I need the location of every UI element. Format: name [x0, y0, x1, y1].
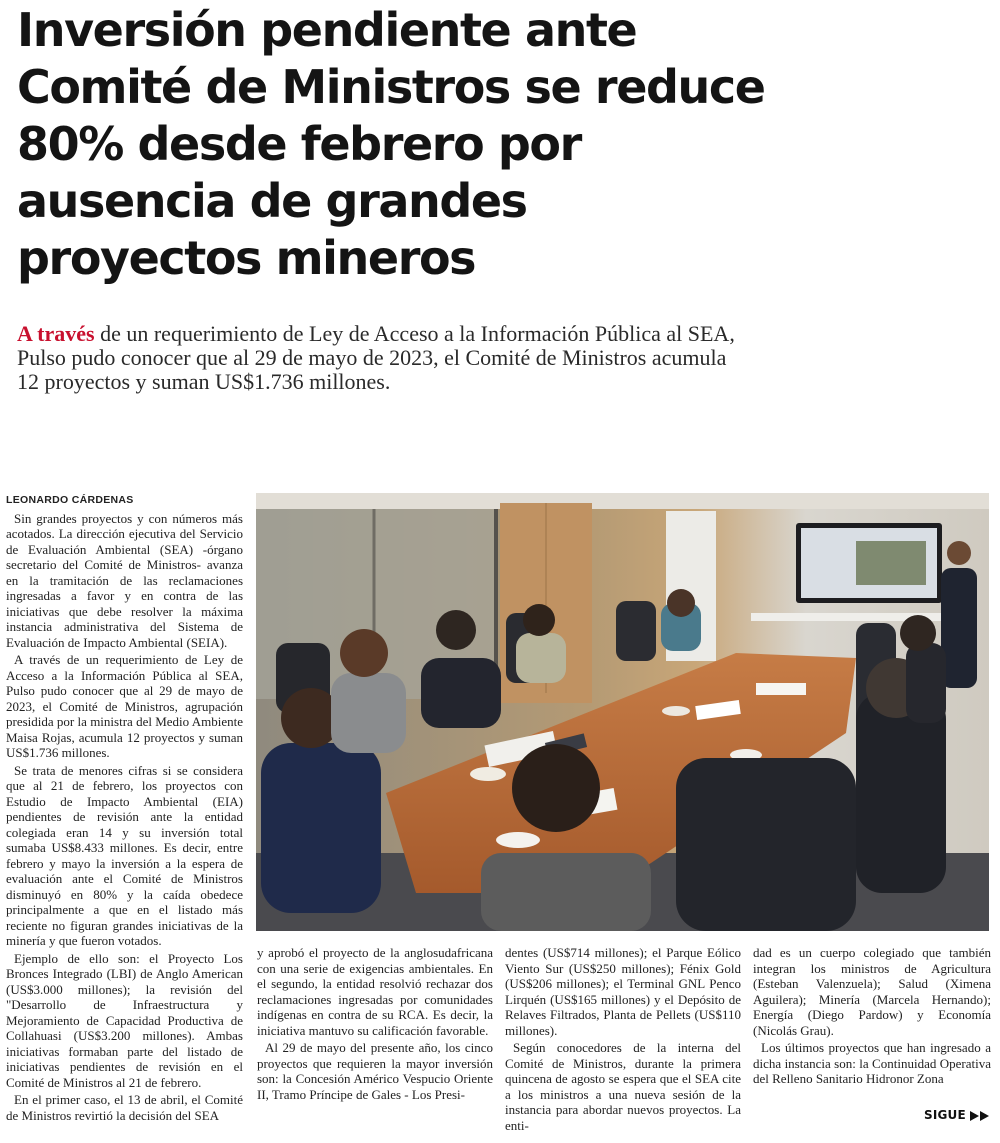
continued-marker	[924, 1108, 990, 1122]
meeting-photo	[256, 493, 989, 931]
continued-label: SIGUE	[924, 1108, 966, 1122]
double-arrow-right-icon	[970, 1111, 990, 1121]
paragraph: Al 29 de mayo del presente año, los cinco proyectos que requieren la mayor inversión son: la Concesión Américo Vespucio Oriente II, Tramo Príncipe de Gales - Los Presi-	[257, 1040, 493, 1102]
foreground-chair	[676, 758, 856, 931]
paragraph: En el primer caso, el 13 de abril, el Comité de Ministros revirtió la decisión del SEA	[6, 1092, 243, 1123]
paragraph: y aprobó el proyecto de la anglosudafricana con una serie de exigencias ambientales. En el segundo, la entidad resolvió rechazar dos reclamaciones ingresadas por comunidades indígenas en contra de su RCA. Es decir, la iniciativa mantuvo su calificación favorable.	[257, 945, 493, 1038]
paragraph: Los últimos proyectos que han ingresado a dicha instancia son: la Continuidad Operativa del Relleno Sanitario Hidronor Zona	[753, 1040, 991, 1086]
paragraph: Según conocedores de la interna del Comité de Ministros, durante la primera quincena de agosto se espera que el SEA cite a los ministros a una nueva sesión de la instancia para abordar nuevos proyectos. La enti-	[505, 1040, 741, 1133]
meeting-photo-illustration	[256, 493, 989, 931]
person-left-foreground	[261, 743, 381, 913]
byline: LEONARDO CÁRDENAS	[6, 494, 134, 506]
article-column-4	[753, 945, 991, 1087]
headline: Inversión pendiente ante Comité de Ministros se reduce 80% desde febrero por ausencia de grandes proyectos mineros	[17, 3, 765, 285]
lead-text: de un requerimiento de Ley de Acceso a la Información Pública al SEA, Pulso pudo conocer que al 29 de mayo de 2023, el Comité de Ministros acumula 12 proyectos y suman US$1.736 millones.	[17, 321, 735, 394]
paragraph: Ejemplo de ello son: el Proyecto Los Bronces Integrado (LBI) de Anglo American (US$3.000 millones); la revisión del "Desarrollo de Infraestructura y Mejoramiento de Capacidad Productiva de Collahuasi (US$3.200 millones). Ambas iniciativas formaban parte del listado de iniciativas pendientes de revisión en el Comité de Ministros al 21 de febrero.	[6, 950, 243, 1090]
person-right	[856, 693, 946, 893]
presenter-figure	[941, 568, 977, 688]
article-column-2	[257, 945, 493, 1102]
paragraph: Se trata de menores cifras si se considera que al 21 de febrero, los proyectos con Estudio de Impacto Ambiental (EIA) pendientes de revisión ante la entidad colegiada eran 14 y su inversión total sumaba US$8.433 millones. Es decir, entre febrero y mayo la inversión a la espera de evaluación ante el Comité de Ministros disminuyó en 80% y la caída obedece principalmente a que en el listado más reciente no figuran grandes iniciativas de la minería y que fueron votados.	[6, 762, 243, 948]
lead-kicker: A través	[17, 321, 95, 346]
article-column-1	[6, 493, 243, 1123]
paragraph: A través de un requerimiento de Ley de Acceso a la Información Pública al SEA, Pulso pudo conocer que al 29 de mayo de 2023, el Comité de Ministros, agrupación presidida por la ministra del Medio Ambiente Maisa Rojas, acumula 12 proyectos y suman US$1.736 millones.	[6, 652, 243, 760]
lead-paragraph	[17, 322, 737, 394]
paragraph: dentes (US$714 millones); el Parque Eólico Viento Sur (US$250 millones); Fénix Gold (US$206 millones); el Terminal GNL Penco Lirquén (US$165 millones) y el Depósito de Relaves Filtrados, Planta de Pellets (US$110 millones).	[505, 945, 741, 1038]
paragraph: dad es un cuerpo colegiado que también integran los ministros de Agricultura (Esteban Valenzuela); Salud (Ximena Aguilera); Minería (Marcela Hernando); Energía (Diego Pardow) y Economía (Nicolás Grau).	[753, 945, 991, 1038]
person-foreground-back	[481, 853, 651, 931]
paragraph: Sin grandes proyectos y con números más acotados. La dirección ejecutiva del Servicio de Evaluación Ambiental (SEA) -órgano secretario del Comité de Ministros- avanza en la tramitación de las reclamaciones ingresadas a favor y en contra de las iniciativas que debe resolver la máxima instancia administrativa del Sistema de Evaluación de Impacto Ambiental (SEIA).	[6, 510, 243, 650]
article-column-3	[505, 945, 741, 1133]
